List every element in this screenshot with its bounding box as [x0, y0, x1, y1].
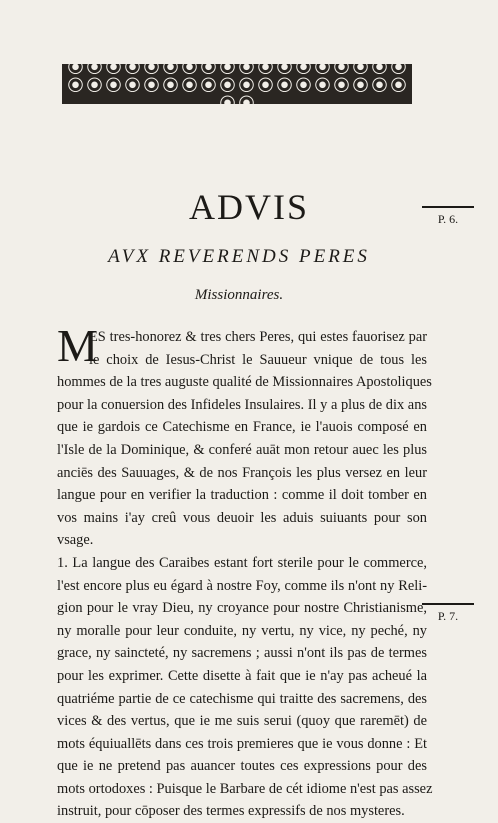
- margin-note-p7: [422, 603, 474, 624]
- ornamental-headpiece: [62, 64, 412, 104]
- ornament-motif: [352, 64, 369, 74]
- text-line: ny moralle pour leur conduite, ny vertu, ny vice, ny peché, ny: [57, 622, 427, 639]
- subtitle: AVX REVERENDS PERES: [108, 246, 370, 267]
- margin-note-p6: [422, 206, 474, 227]
- ornament-motif: [238, 64, 255, 74]
- ornament-motif: [257, 76, 274, 92]
- ornament-motif: [371, 64, 388, 74]
- body-text: [57, 320, 433, 823]
- ornament-motif: [200, 64, 217, 74]
- ornament-motif: [105, 76, 122, 92]
- ornament-motif: [238, 76, 255, 92]
- text-line: 1. La langue des Caraibes estant fort sterile pour le commerce,: [57, 554, 427, 571]
- text-line: quatriéme partie de ce catechisme qui traitte des sacremens, des: [57, 690, 427, 707]
- text-line: le choix de Iesus-Christ le Sauueur vnique de tous les: [89, 351, 427, 368]
- text-line: anciēs des Sauuages, & de nos François les plus versez en leur: [57, 464, 427, 481]
- ornament-motif: [219, 76, 236, 92]
- drop-cap: M: [57, 320, 98, 371]
- text-line: mots ortodoxes : Puisque le Barbare de cét idiome n'est pas assez: [57, 780, 433, 797]
- ornament-motif: [314, 76, 331, 92]
- ornament-motif: [390, 76, 407, 92]
- text-line: instruit, pour cōposer des termes expressifs de nos mysteres.: [57, 803, 405, 820]
- text-line: langue pour en verifier la traduction : comme il doit tomber en: [57, 487, 427, 504]
- ornament-motif: [162, 64, 179, 74]
- text-line: que ie gardois ce Catechisme en France, ie l'auois composé en: [57, 419, 427, 436]
- ornament-motif: [219, 64, 236, 74]
- ornament-motif: [352, 76, 369, 92]
- ornament-motif: [276, 64, 293, 74]
- text-line: que ie ne pretend pas auancer toutes ces expressions pour des: [57, 758, 427, 775]
- ornament-motif: [314, 64, 331, 74]
- text-line: ES tres-honorez & tres chers Peres, qui estes fauorisez par: [89, 329, 427, 345]
- ornament-motif: [371, 76, 388, 92]
- ornament-motif: [67, 64, 84, 74]
- ornament-motif: [105, 64, 122, 74]
- ornament-motif: [333, 64, 350, 74]
- text-line: l'Isle de la Dominique, & conferé auāt mon retour auec les plus: [57, 441, 427, 458]
- page-title: ADVIS: [188, 187, 309, 227]
- margin-note-label: P. 6.: [437, 212, 459, 226]
- text-line: vices & des vertus, que ie me suis serui (quoy que raremēt) de: [57, 713, 427, 730]
- ornament-motif: [86, 76, 103, 92]
- ornament-motif: [390, 64, 407, 74]
- text-line: mots équiuallēts dans ces trois premieres que ie vous donne : Et: [57, 735, 427, 752]
- ornament-motif: [124, 64, 141, 74]
- subtitle-missionnaires: Missionnaires.: [194, 287, 284, 303]
- margin-rule: [422, 603, 474, 605]
- ornament-motif: [67, 76, 84, 92]
- text-line: pour les exprimer. Cette disette à fait que ie n'ay pas acheué la: [57, 667, 427, 684]
- ornament-motif: [181, 76, 198, 92]
- margin-rule: [422, 206, 474, 208]
- ornament-motif: [162, 76, 179, 92]
- ornament-motif: [238, 94, 255, 104]
- text-line: grace, ny saincteté, ny sacremens ; aussi n'ont ils pas de termes: [57, 645, 427, 662]
- ornament-motif: [295, 76, 312, 92]
- ornament-motif: [276, 76, 293, 92]
- text-line: vsage.: [57, 532, 94, 549]
- ornament-motif: [333, 76, 350, 92]
- ornament-motif: [143, 64, 160, 74]
- text-line: gion pour le vray Dieu, ny croyance pour nostre Christianisme,: [57, 600, 427, 617]
- ornament-motif: [181, 64, 198, 74]
- text-line: hommes de la tres auguste qualité de Missionnaires Apostoliques: [57, 374, 432, 391]
- ornament-motif: [257, 64, 274, 74]
- ornament-motif: [143, 76, 160, 92]
- text-line: pour la conuersion des Infideles Insulaires. Il y a plus de dix ans: [57, 396, 427, 413]
- text-line: l'est encore plus eu égard à nostre Foy, comme ils n'ont ny Reli-: [57, 577, 427, 594]
- text-line: vos mains i'ay creû vous deuoir les aduis suiuants pour son: [57, 509, 427, 526]
- ornament-motif: [124, 76, 141, 92]
- ornament-motif: [295, 64, 312, 74]
- ornament-motif: [86, 64, 103, 74]
- margin-note-label: P. 7.: [437, 609, 459, 623]
- ornament-motif: [200, 76, 217, 92]
- ornament-motif: [219, 94, 236, 104]
